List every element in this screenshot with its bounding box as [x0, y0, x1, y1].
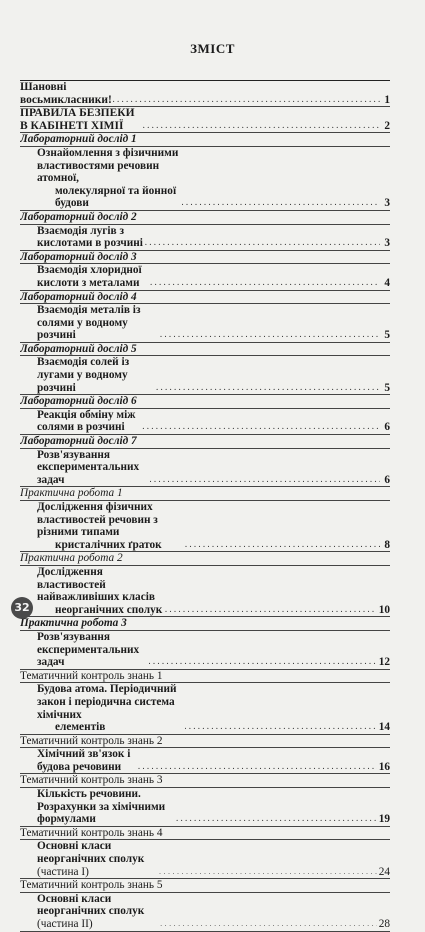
toc-row	[20, 840, 390, 879]
toc-entry-text: Тематичний контроль знань 3	[20, 774, 163, 787]
toc-page-number: 24	[378, 865, 390, 878]
toc-entry-text: Основні класи неорганічних сполук	[37, 840, 145, 866]
toc-entry-text: Ознайомлення з фізичними властивостями речовин атомної,	[37, 146, 179, 185]
toc-row	[20, 893, 390, 932]
toc-page-number: 4	[384, 276, 390, 289]
leader-dots	[185, 538, 380, 552]
toc-row	[20, 501, 390, 552]
toc-entry-label	[20, 343, 380, 356]
toc-entry-text-continued: молекулярної та йонної будови	[55, 184, 177, 210]
toc-entry-label	[20, 670, 380, 683]
toc-entry-text: Практична робота 1	[20, 487, 123, 500]
toc-entry-text: Лабораторний дослід 6	[20, 395, 137, 408]
toc-row	[20, 735, 390, 749]
toc-page-number: 8	[384, 538, 390, 551]
toc-entry-text-suffix: (частина I)	[37, 865, 89, 878]
toc-row	[20, 631, 390, 670]
toc-page-number: 28	[378, 918, 390, 930]
toc-entry-label	[20, 617, 380, 630]
toc-row	[20, 225, 390, 251]
toc-row	[20, 879, 390, 893]
toc-entry-text: Лабораторний дослід 3	[20, 250, 137, 263]
toc-row	[20, 356, 390, 395]
toc-row	[20, 409, 390, 435]
leader-dots	[150, 276, 380, 290]
toc-entry-text: Хімічний зв'язок і будова речовини	[37, 748, 131, 773]
toc-page-number: 16	[378, 760, 390, 773]
toc-entry-text: Тематичний контроль знань 4	[20, 826, 163, 839]
toc-entry-label	[20, 435, 380, 448]
leader-dots	[142, 420, 380, 434]
toc-page-number: 6	[384, 473, 390, 486]
toc-entry-text-continued: елементів	[55, 721, 106, 734]
toc-entry-label	[37, 788, 377, 826]
toc-row	[20, 291, 390, 305]
toc-page-number: 1	[384, 93, 390, 106]
toc-row	[20, 395, 390, 409]
toc-entry-label	[37, 449, 380, 487]
toc-row	[20, 449, 390, 488]
toc-entry-label	[20, 133, 380, 146]
toc-page-number: 19	[378, 813, 390, 826]
toc-entry-label	[37, 264, 380, 289]
toc-entry-label	[20, 774, 380, 787]
toc-page-number: 6	[384, 421, 390, 434]
toc-entry-text: Практична робота 3	[20, 617, 127, 630]
toc-entry-text: Розв'язування експериментальних задач	[37, 448, 140, 486]
toc-entry-text: Дослідження властивостей найважливіших класів	[37, 565, 155, 604]
toc-row	[20, 683, 390, 734]
leader-dots	[185, 720, 377, 734]
toc-entry-label	[20, 81, 380, 106]
leader-dots	[160, 328, 380, 342]
toc-entry-text: Лабораторний дослід 5	[20, 342, 137, 355]
leader-dots	[145, 236, 380, 250]
toc-row	[20, 147, 390, 211]
page-title: ЗМІСТ	[190, 41, 235, 56]
leader-dots	[113, 93, 380, 107]
toc-entry-label	[20, 107, 380, 132]
toc-entry-text: Взаємодія лугів з кислотами в розчині	[37, 224, 143, 250]
leader-dots	[159, 865, 377, 879]
toc-entry-text-continued: кристалічних ґраток	[55, 538, 162, 551]
toc-entry-text: Взаємодія солей із лугами у водному розчині	[37, 356, 130, 394]
toc-entry-label	[20, 552, 380, 565]
leader-dots	[149, 655, 377, 669]
leader-dots	[143, 119, 380, 133]
toc-page-number: 10	[378, 603, 390, 616]
leader-dots	[150, 473, 380, 487]
toc-row	[20, 251, 390, 265]
toc-entry-label	[37, 893, 377, 931]
toc-page-number: 5	[384, 381, 390, 394]
toc-entry-text: Тематичний контроль знань 5	[20, 879, 163, 892]
toc-entry-label	[37, 748, 377, 773]
toc-entry-text: Основні класи неорганічних сполук	[37, 892, 145, 918]
toc-row	[20, 552, 390, 566]
toc-page-number: 3	[384, 237, 390, 250]
toc-entry-label	[37, 409, 380, 434]
toc-row	[20, 566, 390, 617]
toc-row	[20, 617, 390, 631]
leader-dots	[156, 381, 380, 395]
toc-entry-text: Практична робота 2	[20, 552, 123, 565]
leader-dots	[165, 603, 377, 617]
toc-entry-label	[20, 251, 380, 264]
toc-entry-text: Дослідження фізичних властивостей речовин з різними типами	[37, 501, 158, 539]
toc-row	[20, 487, 390, 501]
toc-entry-label	[37, 225, 380, 250]
toc-row	[20, 81, 390, 107]
toc-entry-text: Лабораторний дослід 1	[20, 133, 137, 146]
toc-entry-text-suffix: (частина II)	[37, 918, 93, 930]
toc-row	[20, 748, 390, 774]
toc-entry-label	[20, 211, 380, 224]
table-of-contents	[20, 80, 390, 932]
toc-entry-text: Тематичний контроль знань 1	[20, 669, 163, 682]
toc-entry-label	[20, 879, 380, 892]
toc-entry-label	[37, 566, 377, 616]
toc-row	[20, 788, 390, 827]
toc-entry-text: ПРАВИЛА БЕЗПЕКИ В КАБІНЕТІ ХІМІЇ	[20, 107, 135, 132]
leader-dots	[182, 196, 380, 210]
toc-entry-text: Будова атома. Періодичний закон і періодична система хімічних	[37, 683, 177, 721]
toc-row	[20, 435, 390, 449]
toc-entry-text: Лабораторний дослід 4	[20, 290, 137, 303]
toc-entry-label	[37, 304, 380, 342]
toc-entry-text: Реакція обміну між солями в розчині	[37, 408, 136, 434]
toc-entry-label	[37, 147, 380, 210]
leader-dots	[176, 812, 376, 826]
toc-row	[20, 304, 390, 343]
page-number-badge: 32	[11, 597, 33, 619]
toc-entry-label	[37, 683, 377, 733]
leader-dots	[160, 917, 376, 931]
toc-row	[20, 343, 390, 357]
toc-entry-text: Тематичний контроль знань 2	[20, 734, 163, 747]
toc-page-number: 3	[384, 197, 390, 210]
toc-entry-label	[37, 501, 380, 551]
toc-row	[20, 670, 390, 684]
toc-entry-text: Взаємодія металів із солями у водному розчині	[37, 304, 141, 342]
toc-entry-label	[37, 356, 380, 394]
toc-entry-label	[37, 840, 377, 878]
toc-entry-label	[20, 827, 380, 840]
toc-row	[20, 827, 390, 841]
toc-entry-label	[20, 735, 380, 748]
toc-row	[20, 211, 390, 225]
toc-page-number: 12	[378, 656, 390, 669]
toc-entry-label	[20, 395, 380, 408]
toc-entry-text: Кількість речовини. Розрахунки за хімічними формулами	[37, 788, 166, 826]
toc-entry-text: Шановні восьмикласники!	[20, 81, 112, 106]
toc-entry-text: Взаємодія хлоридної кислоти з металами	[37, 264, 142, 289]
toc-entry-text: Лабораторний дослід 2	[20, 210, 137, 223]
toc-entry-text: Лабораторний дослід 7	[20, 435, 137, 448]
toc-entry-text: Розв'язування експериментальних задач	[37, 630, 140, 669]
toc-page-number: 14	[378, 721, 390, 734]
toc-row	[20, 107, 390, 133]
toc-entry-label	[20, 487, 380, 500]
toc-entry-text-continued: неорганічних сполук	[55, 603, 163, 616]
toc-page-number: 5	[384, 329, 390, 342]
toc-row	[20, 133, 390, 147]
toc-row	[20, 774, 390, 788]
toc-entry-label	[20, 291, 380, 304]
toc-row	[20, 264, 390, 290]
toc-page-number: 2	[384, 119, 390, 132]
leader-dots	[138, 760, 377, 774]
